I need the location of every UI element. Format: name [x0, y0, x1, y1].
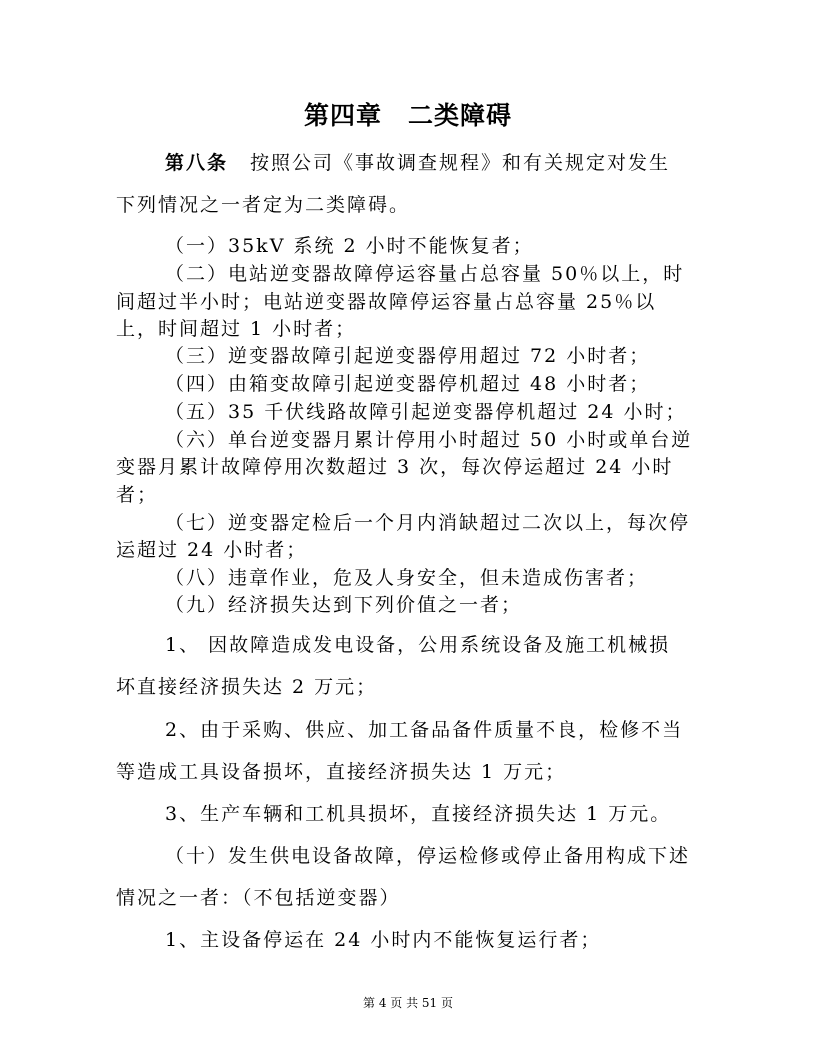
item-5: （五）35 千伏线路故障引起逆变器停机超过 24 小时；	[165, 401, 687, 423]
item-8: （八）违章作业，危及人身安全，但未造成伤害者；	[165, 567, 649, 589]
item-10-sub-1: 1、主设备停运在 24 小时内不能恢复运行者；	[165, 929, 602, 951]
item-1: （一）35kV 系统 2 小时不能恢复者；	[165, 235, 534, 257]
sub-2-line-1: 2、由于采购、供应、加工备品备件质量不良，检修不当	[165, 719, 684, 741]
sub-3: 3、生产车辆和工机具损坏，直接经济损失达 1 万元。	[165, 803, 672, 825]
article-8-line	[165, 148, 745, 175]
item-6-line-1: （六）单台逆变器月累计停用小时超过 50 小时或单台逆	[165, 429, 693, 451]
item-6-line-2: 变器月累计故障停用次数超过 3 次，每次停运超过 24 小时	[116, 456, 674, 478]
sub-2-line-2: 等造成工具设备损坏，直接经济损失达 1 万元；	[116, 761, 567, 783]
page-footer: 第 4 页 共 51 页	[363, 996, 453, 1010]
item-2-line-2: 间超过半小时；电站逆变器故障停运容量占总容量 25％以	[116, 291, 657, 313]
item-9: （九）经济损失达到下列价值之一者；	[165, 594, 523, 616]
article-text: 按照公司《事故调查规程》和有关规定对发生	[250, 152, 671, 174]
sub-1-line-2: 坏直接经济损失达 2 万元；	[116, 676, 378, 698]
item-7-line-1: （七）逆变器定检后一个月内消缺超过二次以上，每次停	[165, 512, 691, 534]
item-7-line-2: 运超过 24 小时者；	[116, 539, 308, 561]
item-3: （三）逆变器故障引起逆变器停用超过 72 小时者；	[165, 345, 651, 367]
item-2-line-1: （二）电站逆变器故障停运容量占总容量 50％以上，时	[165, 263, 685, 285]
sub-1-line-1: 1、 因故障造成发电设备，公用系统设备及施工机械损	[165, 634, 671, 656]
item-6-line-3: 者；	[116, 484, 159, 506]
item-4: （四）由箱变故障引起逆变器停机超过 48 小时者；	[165, 373, 651, 395]
item-2-line-3: 上，时间超过 1 小时者；	[116, 318, 357, 340]
item-10-line-1: （十）发生供电设备故障，停运检修或停止备用构成下述	[165, 845, 691, 867]
chapter-title: 第四章 二类障碍	[303, 101, 512, 130]
article-label: 第八条	[165, 152, 229, 174]
item-10-line-2: 情况之一者：（不包括逆变器）	[116, 887, 401, 909]
article-continuation: 下列情况之一者定为二类障碍。	[116, 194, 411, 216]
